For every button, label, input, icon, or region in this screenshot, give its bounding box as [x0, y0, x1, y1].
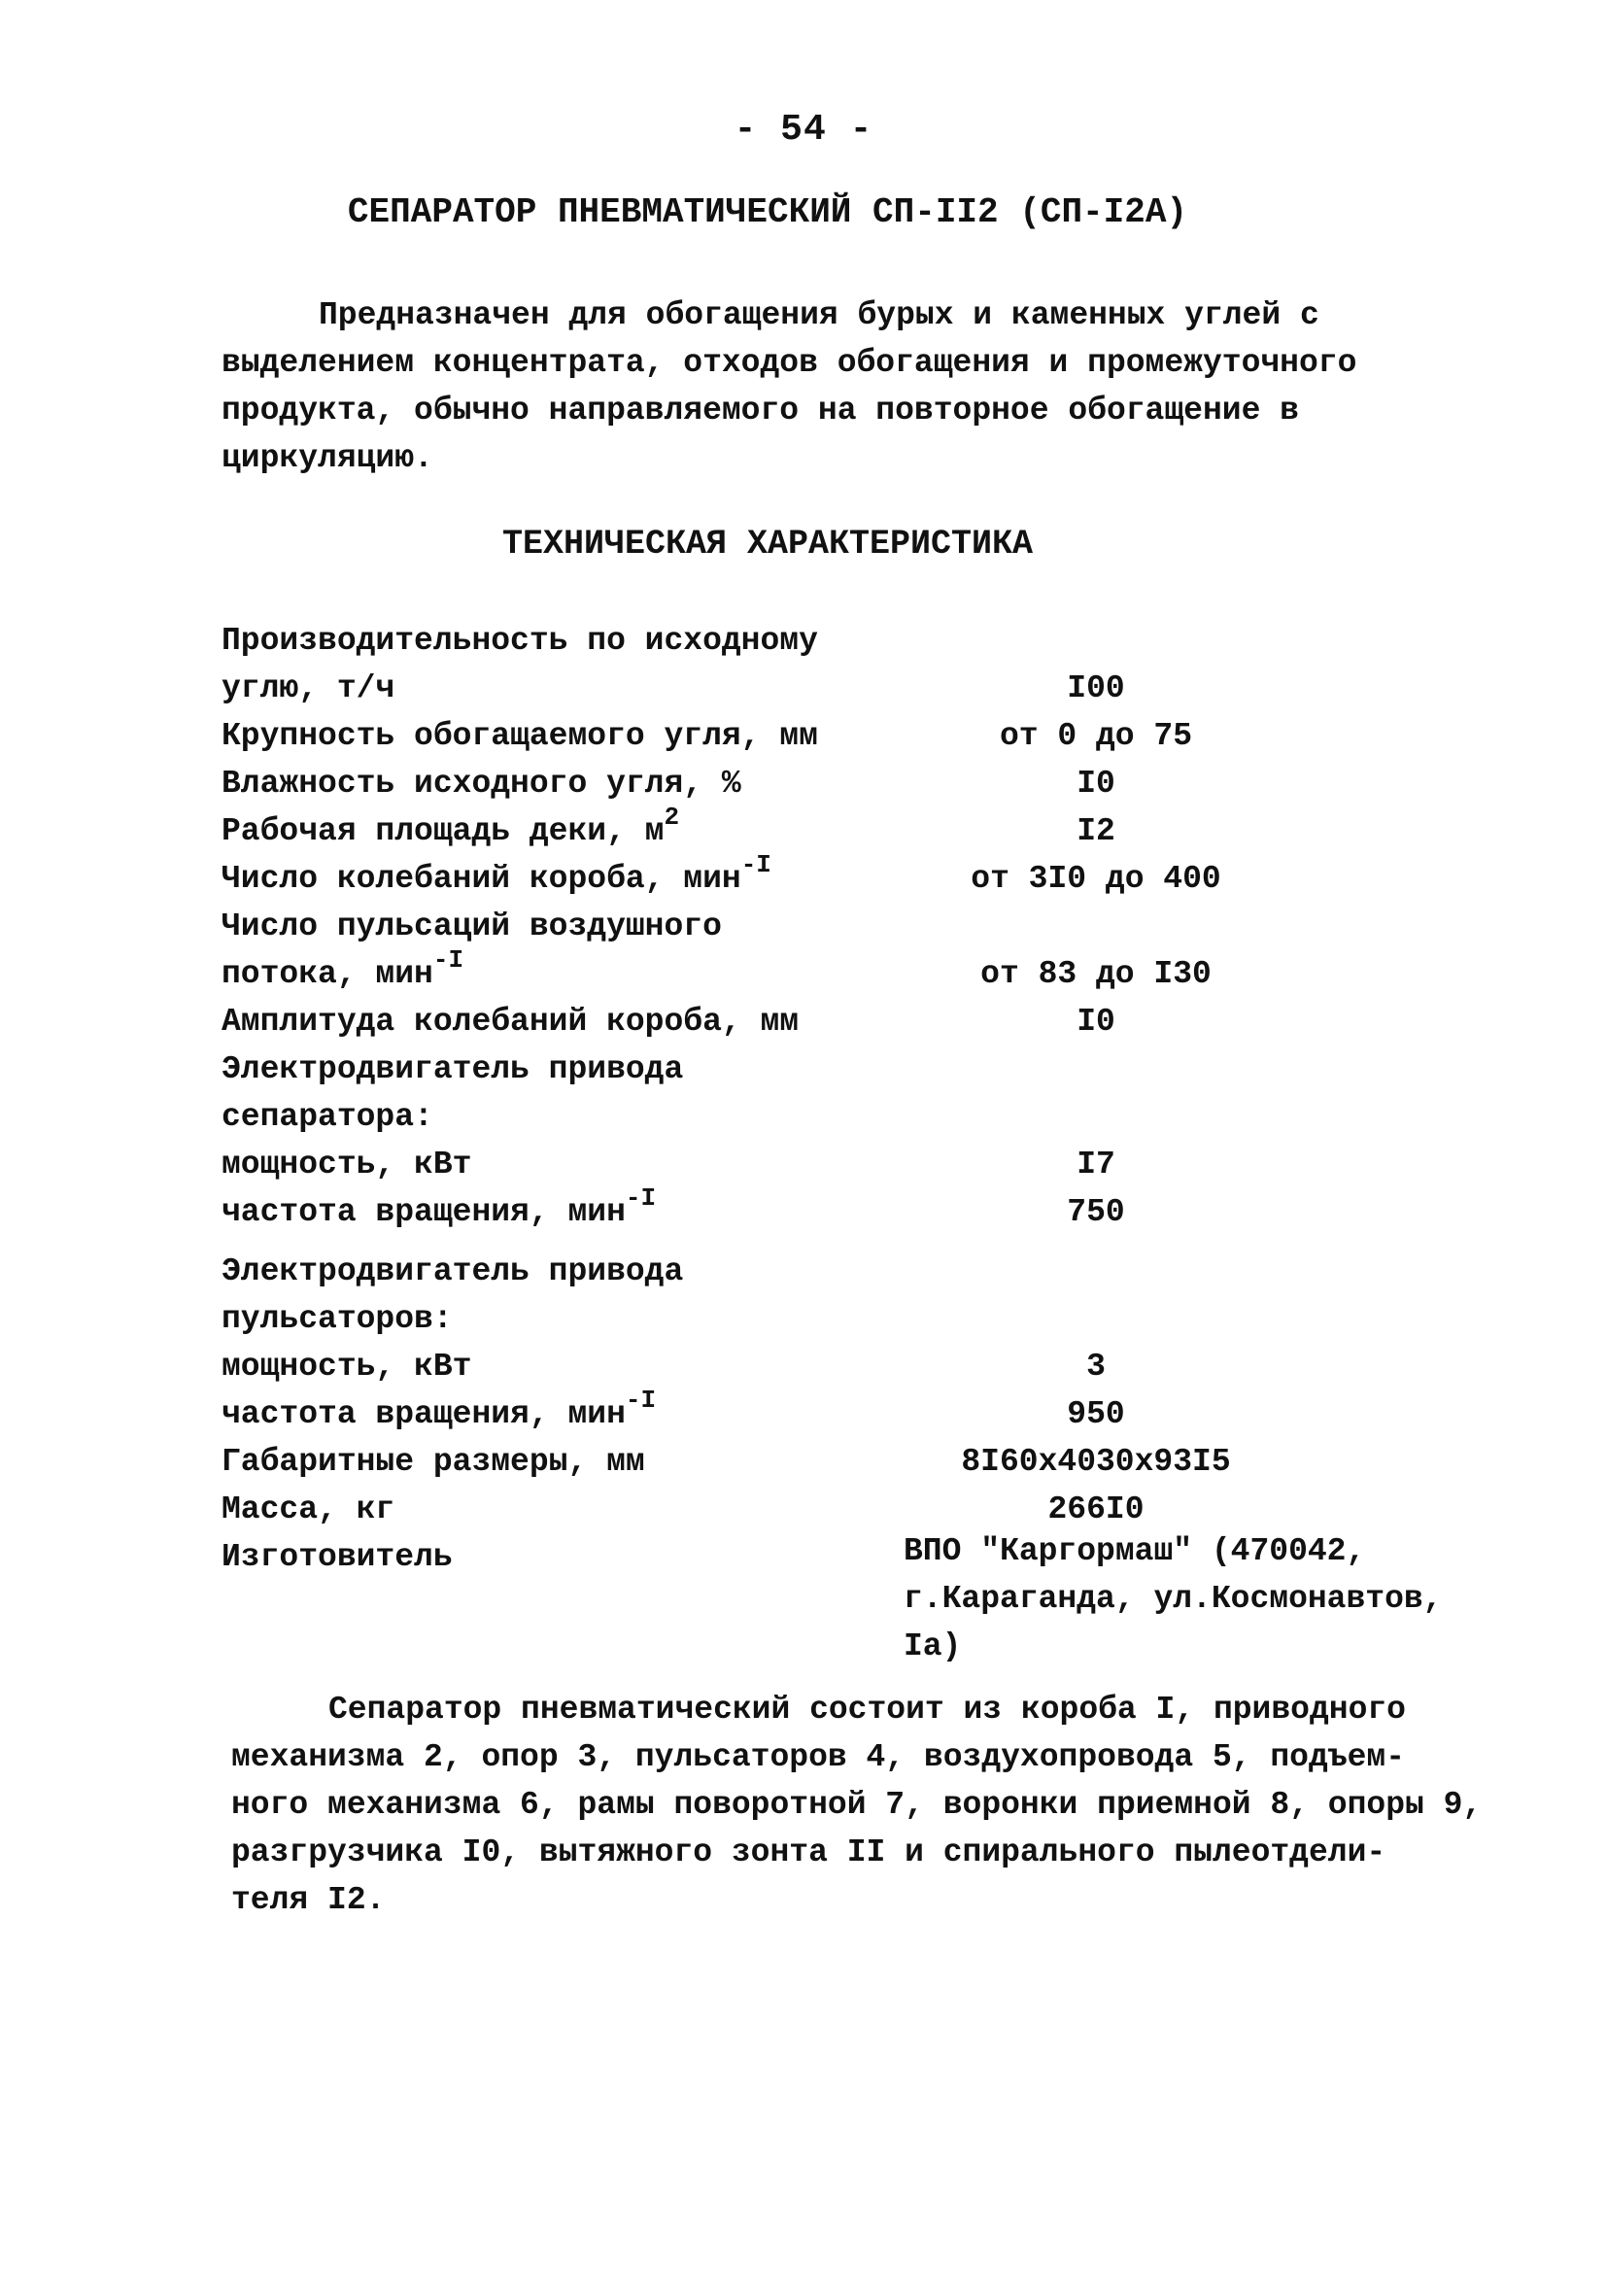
spec-label	[222, 1386, 657, 1439]
spec-value: I0	[1077, 1004, 1115, 1040]
spec-row-dimensions	[222, 1439, 1485, 1486]
unit-superscript: -I	[432, 945, 464, 975]
spec-label: сепаратора:	[222, 1099, 433, 1135]
spec-row-deck-area	[222, 803, 1485, 855]
specs-heading: ТЕХНИЧЕСКАЯ ХАРАКТЕРИСТИКА	[501, 525, 1034, 564]
composition-line: разгрузчика I0, вытяжного зонта II и спирального пылеотдели-	[231, 1834, 1386, 1870]
spec-row-moisture	[222, 761, 1485, 807]
document-title: СЕПАРАТОР ПНЕВМАТИЧЕСКИЙ СП-II2 (СП-I2А)	[347, 192, 1188, 232]
spec-label-text: частота вращения, мин	[222, 1194, 626, 1230]
spec-value: от 83 до I30	[980, 956, 1212, 992]
spec-label: Влажность исходного угля, %	[222, 766, 741, 802]
spec-row-pulsator-speed	[222, 1386, 1485, 1438]
unit-superscript: -I	[625, 1386, 657, 1415]
spec-label-text: потока, мин	[222, 956, 433, 992]
spec-label	[222, 1183, 657, 1237]
spec-label	[222, 850, 771, 904]
intro-line: продукта, обычно направляемого на повторное обогащение в	[222, 393, 1299, 428]
composition-line: механизма 2, опор 3, пульсаторов 4, воздухопровода 5, подъем-	[231, 1739, 1405, 1775]
composition-line: ного механизма 6, рамы поворотной 7, воронки приемной 8, опоры 9,	[231, 1787, 1483, 1823]
spec-label: углю, т/ч	[222, 670, 395, 706]
spec-label: Габаритные размеры, мм	[222, 1444, 645, 1480]
spec-row-pulsator-power	[222, 1344, 1485, 1390]
spec-value: 750	[1067, 1194, 1125, 1230]
page-number: - 54 -	[734, 109, 873, 151]
spec-row-separator-speed	[222, 1183, 1485, 1236]
spec-value: от 0 до 75	[999, 718, 1193, 754]
spec-label: мощность, кВт	[222, 1147, 472, 1182]
spec-row-box-oscillations	[222, 850, 1485, 903]
spec-label: пульсаторов:	[222, 1301, 453, 1337]
spec-row-air-pulsations-2	[222, 945, 1485, 998]
spec-value: 3	[1086, 1349, 1106, 1385]
spec-label: Изготовитель	[222, 1539, 453, 1575]
intro-line: циркуляцию.	[222, 440, 433, 476]
manufacturer-value	[904, 1527, 1506, 1670]
spec-row-separator-motor-2	[222, 1094, 1485, 1141]
spec-label-text: Число колебаний короба, мин	[222, 861, 741, 897]
unit-superscript: -I	[740, 850, 771, 879]
spec-value: 8I60х4030х93I5	[961, 1444, 1231, 1480]
spec-value: I0	[1077, 766, 1115, 802]
spec-label: Электродвигатель привода	[222, 1253, 684, 1289]
spec-label: Крупность обогащаемого угля, мм	[222, 718, 818, 754]
manufacturer-line: ВПО "Каргормаш" (470042,	[904, 1533, 1366, 1569]
spec-label: Амплитуда колебаний короба, мм	[222, 1004, 800, 1040]
spec-row-separator-motor-1	[222, 1046, 1485, 1093]
intro-line: выделением концентрата, отходов обогащения и промежуточного	[222, 345, 1357, 381]
spec-label-text: частота вращения, мин	[222, 1396, 626, 1432]
unit-superscript: -I	[625, 1183, 657, 1213]
spec-label: Производительность по исходному	[222, 623, 818, 659]
spec-row-air-pulsations-1	[222, 904, 1485, 950]
spec-label	[222, 803, 680, 856]
spec-value: I2	[1077, 813, 1115, 849]
spec-value: от 3I0 до 400	[971, 861, 1221, 897]
intro-line: Предназначен для обогащения бурых и каменных углей с	[319, 297, 1319, 333]
composition-paragraph	[231, 1686, 1494, 1924]
spec-row-separator-power	[222, 1142, 1485, 1188]
spec-value: I7	[1077, 1147, 1115, 1182]
spec-row-pulsator-motor-2	[222, 1296, 1485, 1343]
intro-paragraph	[222, 291, 1485, 482]
manufacturer-line: г.Караганда, ул.Космонавтов,	[904, 1581, 1443, 1617]
spec-row-productivity-1	[222, 618, 1485, 665]
spec-label: Число пульсаций воздушного	[222, 908, 722, 944]
spec-row-mass	[222, 1487, 1485, 1533]
spec-value: 266I0	[1047, 1491, 1145, 1527]
spec-label: мощность, кВт	[222, 1349, 472, 1385]
spec-value: I00	[1067, 670, 1125, 706]
spec-row-size	[222, 713, 1485, 760]
spec-label-text: Рабочая площадь деки, м	[222, 813, 665, 849]
spec-label: Масса, кг	[222, 1491, 395, 1527]
manufacturer-line: Iа)	[904, 1628, 962, 1664]
spec-row-productivity-2	[222, 666, 1485, 712]
spec-value: 950	[1067, 1396, 1125, 1432]
composition-line: теля I2.	[231, 1882, 386, 1918]
spec-label	[222, 945, 464, 999]
spec-row-amplitude	[222, 999, 1485, 1045]
unit-superscript: 2	[664, 803, 680, 832]
spec-label: Электродвигатель привода	[222, 1051, 684, 1087]
composition-line: Сепаратор пневматический состоит из короба I, приводного	[328, 1692, 1406, 1728]
spec-row-pulsator-motor-1	[222, 1249, 1485, 1295]
